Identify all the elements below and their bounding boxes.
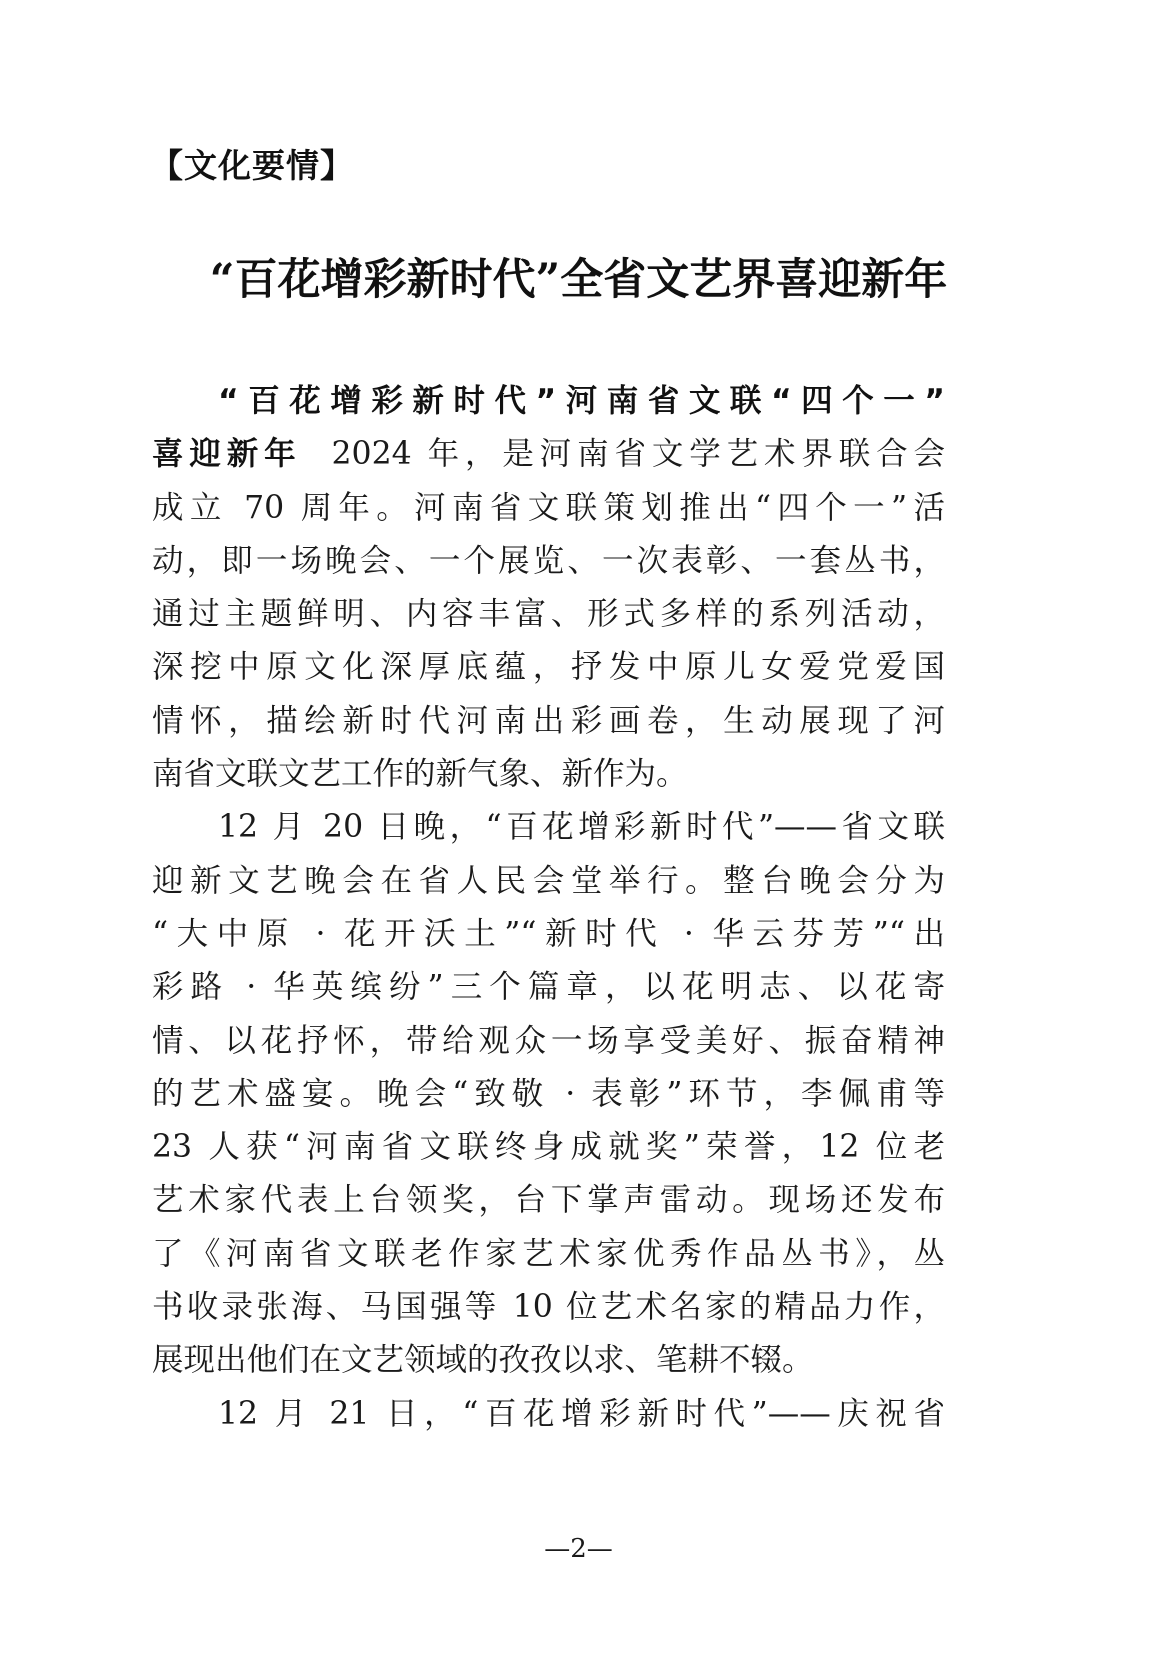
paragraph-1-line: 通过主题鲜明、内容丰富、形式多样的系列活动，: [152, 596, 945, 633]
paragraph-1-line: [152, 428, 945, 481]
paragraph-2-line: 情、以花抒怀，带给观众一场享受美好、振奋精神: [152, 1022, 945, 1059]
body-text: 2024 年，是河南省文学艺术界联合会: [331, 436, 945, 473]
paragraph-1-line: 成立 70 周年。河南省文联策划推出“四个一”活: [152, 489, 945, 526]
paragraph-2-line: “大中原 · 花开沃土”“新时代 · 华云芬芳”“出: [152, 915, 945, 952]
paragraph-1-lead-line: [152, 375, 945, 428]
paragraph-2-line: 了《河南省文联老作家艺术家优秀作品丛书》，丛: [152, 1235, 945, 1272]
paragraph-2-line: 12 月 20 日晚，“百花增彩新时代”——省文联: [218, 809, 945, 846]
page-number: —2—: [544, 1534, 613, 1564]
paragraph-2-line: 彩路 · 华英缤纷”三个篇章，以花明志、以花寄: [152, 969, 945, 1006]
paragraph-2-line: 迎新文艺晚会在省人民会堂举行。整台晚会分为: [152, 862, 945, 899]
paragraph-2-line: 23 人获“河南省文联终身成就奖”荣誉，12 位老: [152, 1129, 945, 1166]
paragraph-1-line: 南省文联文艺工作的新气象、新作为。: [152, 756, 688, 793]
paragraph-1-line: 情怀，描绘新时代河南出彩画卷，生动展现了河: [152, 702, 945, 739]
document-title: “百花增彩新时代”全省文艺界喜迎新年: [209, 255, 948, 305]
paragraph-2-line: 艺术家代表上台领奖，台下掌声雷动。现场还发布: [152, 1182, 945, 1219]
paragraph-3-line: 12 月 21 日，“百花增彩新时代”——庆祝省: [218, 1395, 945, 1432]
paragraph-2-line: 展现出他们在文艺领域的孜孜以求、笔耕不辍。: [152, 1342, 814, 1379]
paragraph-2-line: 书收录张海、马国强等 10 位艺术名家的精品力作，: [152, 1289, 945, 1326]
lead-heading-continued: 喜迎新年: [152, 436, 302, 473]
paragraph-1-line: 动，即一场晚会、一个展览、一次表彰、一套丛书，: [152, 542, 945, 579]
paragraph-1-line: 深挖中原文化深厚底蕴，抒发中原儿女爱党爱国: [152, 649, 945, 686]
article-body: [152, 375, 945, 1441]
paragraph-2-line: 的艺术盛宴。晚会“致敬 · 表彰”环节，李佩甫等: [152, 1075, 945, 1112]
lead-heading: “百花增彩新时代”河南省文联“四个一”: [218, 383, 945, 419]
section-tag: 【文化要情】: [150, 146, 354, 185]
